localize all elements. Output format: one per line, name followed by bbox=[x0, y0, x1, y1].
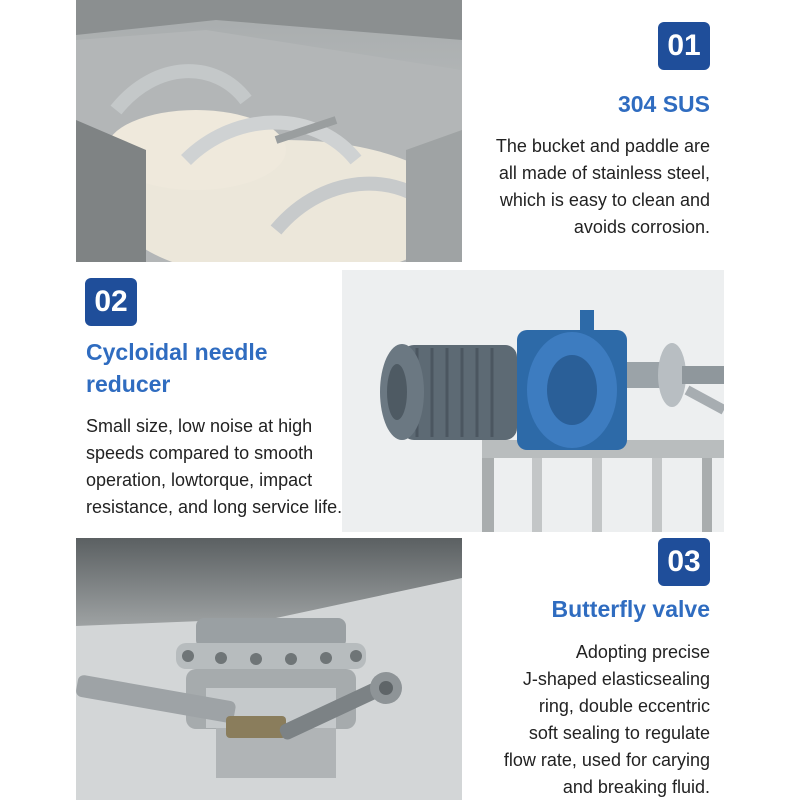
description-line: speeds compared to smooth bbox=[86, 443, 314, 463]
feature-section-2 bbox=[0, 270, 800, 532]
feature-description bbox=[504, 639, 710, 801]
description-line: which is easy to clean and bbox=[499, 190, 710, 210]
description-line: flow rate, used for carying bbox=[503, 750, 710, 770]
feature-section-3 bbox=[0, 538, 800, 800]
description-line: The bucket and paddle are bbox=[495, 136, 710, 156]
description-line: Adopting precise bbox=[575, 642, 710, 662]
title-line: reducer bbox=[86, 371, 171, 397]
description-line: resistance, and long service life. bbox=[86, 497, 343, 517]
feature-description bbox=[86, 413, 342, 521]
description-line: avoids corrosion. bbox=[573, 217, 710, 237]
feature-title: 304 SUS bbox=[617, 91, 710, 117]
feature-title bbox=[86, 336, 268, 400]
feature-number-badge: 03 bbox=[658, 538, 710, 586]
description-line: J-shaped elasticsealing bbox=[522, 669, 710, 689]
feature-title: Butterfly valve bbox=[551, 596, 710, 622]
description-line: Small size, low noise at high bbox=[86, 416, 313, 436]
description-line: and breaking fluid. bbox=[562, 777, 710, 797]
cycloidal-reducer-motor-photo bbox=[342, 270, 724, 532]
description-line: ring, double eccentric bbox=[538, 696, 710, 716]
feature-number-badge: 02 bbox=[85, 278, 137, 326]
description-line: all made of stainless steel, bbox=[498, 163, 710, 183]
feature-number-badge: 01 bbox=[658, 22, 710, 70]
title-line: Cycloidal needle bbox=[86, 339, 268, 365]
description-line: soft sealing to regulate bbox=[528, 723, 710, 743]
feature-description bbox=[496, 133, 710, 241]
description-line: operation, lowtorque, impact bbox=[86, 470, 313, 490]
feature-section-1 bbox=[0, 0, 800, 262]
ribbon-mixer-bucket-photo bbox=[76, 0, 462, 262]
butterfly-valve-photo bbox=[76, 538, 462, 800]
